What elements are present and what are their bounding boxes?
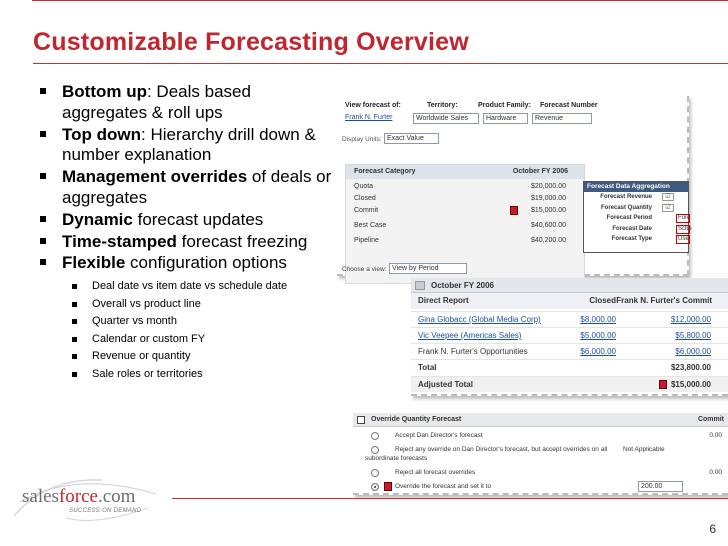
total-label: Total	[418, 363, 437, 372]
option-text: Reject all forecast overrides	[395, 469, 476, 476]
row-label: Best Case	[354, 222, 387, 229]
type-select[interactable]: Use	[678, 236, 689, 242]
commit-column: Frank N. Furter's Commit	[616, 296, 712, 305]
checkbox-icon[interactable]	[357, 416, 365, 424]
aggregation-row	[584, 224, 692, 235]
category-header: Forecast Category	[354, 168, 416, 175]
closed-link[interactable]: $6,000.00	[580, 347, 616, 356]
bullet-bold: Management overrides	[62, 167, 248, 187]
table-row	[411, 311, 728, 327]
period-header-bar	[411, 278, 728, 293]
row-value: $20,000.00	[530, 183, 566, 190]
page-number: 6	[709, 522, 716, 536]
bullet-list	[40, 82, 340, 383]
bullet-square-icon	[72, 354, 77, 359]
aggregation-label: Forecast Quantity	[600, 204, 652, 211]
display-units-select[interactable]: Exact Value	[384, 133, 439, 144]
aggregation-row	[584, 234, 688, 245]
not-applicable-text: Not Applicable	[623, 446, 665, 453]
closed-column: Closed	[589, 296, 616, 305]
report-name: Frank N. Furter's Opportunities	[418, 347, 528, 356]
row-value: $19,000.00	[530, 195, 566, 202]
bullet-square-icon	[40, 238, 46, 244]
commit-label: Commit	[697, 416, 724, 423]
option-value: 0.00	[709, 432, 722, 439]
option-text: subordinate forecasts	[365, 455, 428, 462]
row-label: Closed	[354, 195, 376, 202]
radio-button-selected[interactable]	[371, 483, 379, 491]
bullet-bold: Dynamic	[62, 209, 133, 229]
number-select[interactable]: Revenue	[532, 113, 592, 124]
bullet-item	[40, 125, 340, 167]
bullet-text: forecast freezing	[176, 231, 308, 251]
slide-title: Customizable Forecasting Overview	[33, 28, 469, 56]
adjusted-total-row	[411, 376, 728, 392]
sub-bullet-item	[40, 313, 340, 331]
aggregation-title: Forecast Data Aggregation	[584, 182, 688, 192]
salesforce-logo	[6, 472, 168, 528]
aggregation-label: Forecast Period	[606, 215, 652, 221]
column-headers	[411, 293, 728, 309]
choose-view-label: Choose a view:	[342, 266, 387, 273]
territory-label: Territory:	[427, 102, 458, 109]
row-label: Quota	[354, 183, 374, 190]
date-select[interactable]: Sche	[678, 225, 692, 232]
bullet-text: : Deals based aggregates & roll ups	[62, 82, 251, 122]
calendar-icon	[415, 281, 425, 290]
override-flag-icon[interactable]	[510, 206, 518, 215]
user-link[interactable]: Frank N. Furter	[345, 114, 393, 121]
table-row	[346, 235, 584, 247]
bullet-square-icon	[40, 88, 46, 94]
table-row	[411, 327, 728, 343]
sub-bullet-item	[40, 278, 340, 296]
logo-tagline: SUCCESS ON DEMAND	[69, 508, 142, 514]
override-value-input[interactable]: 200.00	[638, 481, 683, 492]
bullet-item	[40, 253, 340, 274]
table-header	[346, 165, 584, 179]
total-value: $23,800.00	[670, 363, 711, 372]
territory-select[interactable]: Worldwide Sales	[413, 113, 479, 124]
closed-link[interactable]: $5,000.00	[580, 331, 616, 340]
override-screenshot	[353, 405, 728, 495]
display-units-label: Display Units:	[342, 136, 382, 143]
bullet-square-icon	[72, 302, 77, 307]
bullet-item	[40, 232, 340, 253]
report-link[interactable]: Vic Veepee (Americas Sales)	[418, 331, 522, 340]
bullet-item	[40, 82, 340, 124]
bullet-bold: Flexible	[62, 253, 126, 273]
table-row	[346, 193, 584, 205]
aggregation-label: Forecast Revenue	[600, 194, 652, 200]
bullet-text: configuration options	[125, 253, 287, 273]
bullet-item	[40, 167, 340, 209]
bullet-square-icon	[40, 259, 46, 265]
choose-view-select[interactable]: View by Period	[389, 263, 467, 274]
forecast-screenshot	[337, 96, 692, 276]
option-text: Accept Dan Director's forecast	[395, 432, 483, 439]
override-title: Override Quantity Forecast	[371, 416, 462, 423]
logo-force: force	[58, 486, 98, 507]
bullet-text: : Hierarchy drill down & number explanation	[62, 124, 316, 165]
bullet-square-icon	[40, 131, 46, 137]
sub-bullet-text: Revenue or quantity	[92, 350, 191, 363]
logo-com: .com	[97, 486, 136, 507]
commit-link[interactable]: $5,800.00	[675, 331, 711, 340]
radio-button[interactable]	[371, 432, 379, 440]
aggregation-row	[584, 192, 688, 203]
sub-bullet-text: Overall vs product line	[92, 297, 201, 310]
closed-link[interactable]: $8,000.00	[580, 315, 616, 324]
table-row	[346, 181, 584, 193]
sub-bullet-item	[40, 366, 340, 384]
radio-button[interactable]	[371, 469, 379, 477]
sub-bullet-text: Deal date vs item date vs schedule date	[92, 280, 288, 293]
report-column: Direct Report	[418, 296, 469, 305]
sub-bullet-list	[40, 278, 340, 383]
commit-link[interactable]: $12,000.00	[670, 315, 711, 324]
bullet-square-icon	[72, 337, 77, 342]
period-title: October FY 2006	[431, 281, 494, 290]
checkbox-icon[interactable]: ☑	[662, 193, 674, 201]
sub-bullet-text: Calendar or custom FY	[92, 332, 206, 345]
bullet-square-icon	[40, 173, 46, 179]
top-border	[32, 0, 728, 8]
family-select[interactable]: Hardware	[483, 113, 528, 124]
adjusted-label: Adjusted Total	[418, 380, 473, 389]
bullet-text: forecast updates	[132, 209, 264, 229]
option-value: 0.00	[709, 469, 722, 476]
direct-report-screenshot	[411, 278, 728, 396]
bullet-text: of deals or aggregates	[62, 167, 332, 207]
bullet-item	[40, 210, 340, 231]
view-of-label: View forecast of:	[345, 102, 401, 109]
bullet-square-icon	[72, 319, 77, 324]
filter-labels	[345, 102, 598, 109]
bullet-square-icon	[72, 284, 77, 289]
bullet-square-icon	[72, 372, 77, 377]
forecast-number-label: Forecast Number	[540, 102, 598, 109]
aggregation-row	[584, 213, 691, 224]
option-text: Reject any override on Dan Director's forecast, but accept overrides on all	[395, 446, 608, 453]
checkbox-icon[interactable]: ☑	[662, 204, 674, 212]
row-value: $40,200.00	[530, 237, 566, 244]
sub-bullet-text: Quarter vs month	[92, 315, 177, 328]
row-label: Pipeline	[354, 237, 379, 244]
aggregation-label: Forecast Date	[612, 225, 652, 232]
option-text: Override the forecast and set it to	[395, 483, 492, 490]
sub-bullet-item	[40, 348, 340, 366]
aggregation-label: Forecast Type	[611, 236, 652, 242]
override-flag-icon	[384, 482, 392, 491]
table-row	[346, 220, 584, 232]
bullet-bold: Time-stamped	[62, 231, 177, 251]
footer-divider	[172, 498, 728, 499]
override-header	[353, 413, 728, 427]
forecast-aggregation-panel	[583, 181, 692, 253]
sub-bullet-text: Sale roles or territories	[92, 367, 203, 380]
product-family-label: Product Family:	[478, 102, 531, 109]
report-link[interactable]: Gina Globacc (Global Media Corp)	[418, 315, 541, 324]
logo-text	[22, 486, 135, 508]
bullet-bold: Bottom up	[62, 82, 147, 101]
aggregation-row	[584, 203, 688, 214]
commit-link[interactable]: $6,000.00	[675, 347, 711, 356]
logo-sales: sales	[22, 486, 59, 507]
sub-bullet-item	[40, 331, 340, 349]
radio-button[interactable]	[371, 446, 379, 454]
sub-bullet-item	[40, 296, 340, 314]
adjusted-value: $15,000.00	[670, 380, 711, 389]
title-divider	[33, 63, 728, 64]
period-select[interactable]: Fore	[678, 215, 691, 221]
bullet-bold: Top down	[62, 124, 141, 144]
table-row	[411, 343, 728, 359]
bullet-square-icon	[40, 216, 46, 222]
total-row	[411, 359, 728, 375]
row-value: $40,600.00	[530, 222, 566, 229]
row-value: $15,000.00	[530, 207, 566, 214]
table-row	[346, 205, 584, 217]
period-header: October FY 2006	[512, 168, 568, 175]
row-label: Commit	[354, 207, 379, 214]
